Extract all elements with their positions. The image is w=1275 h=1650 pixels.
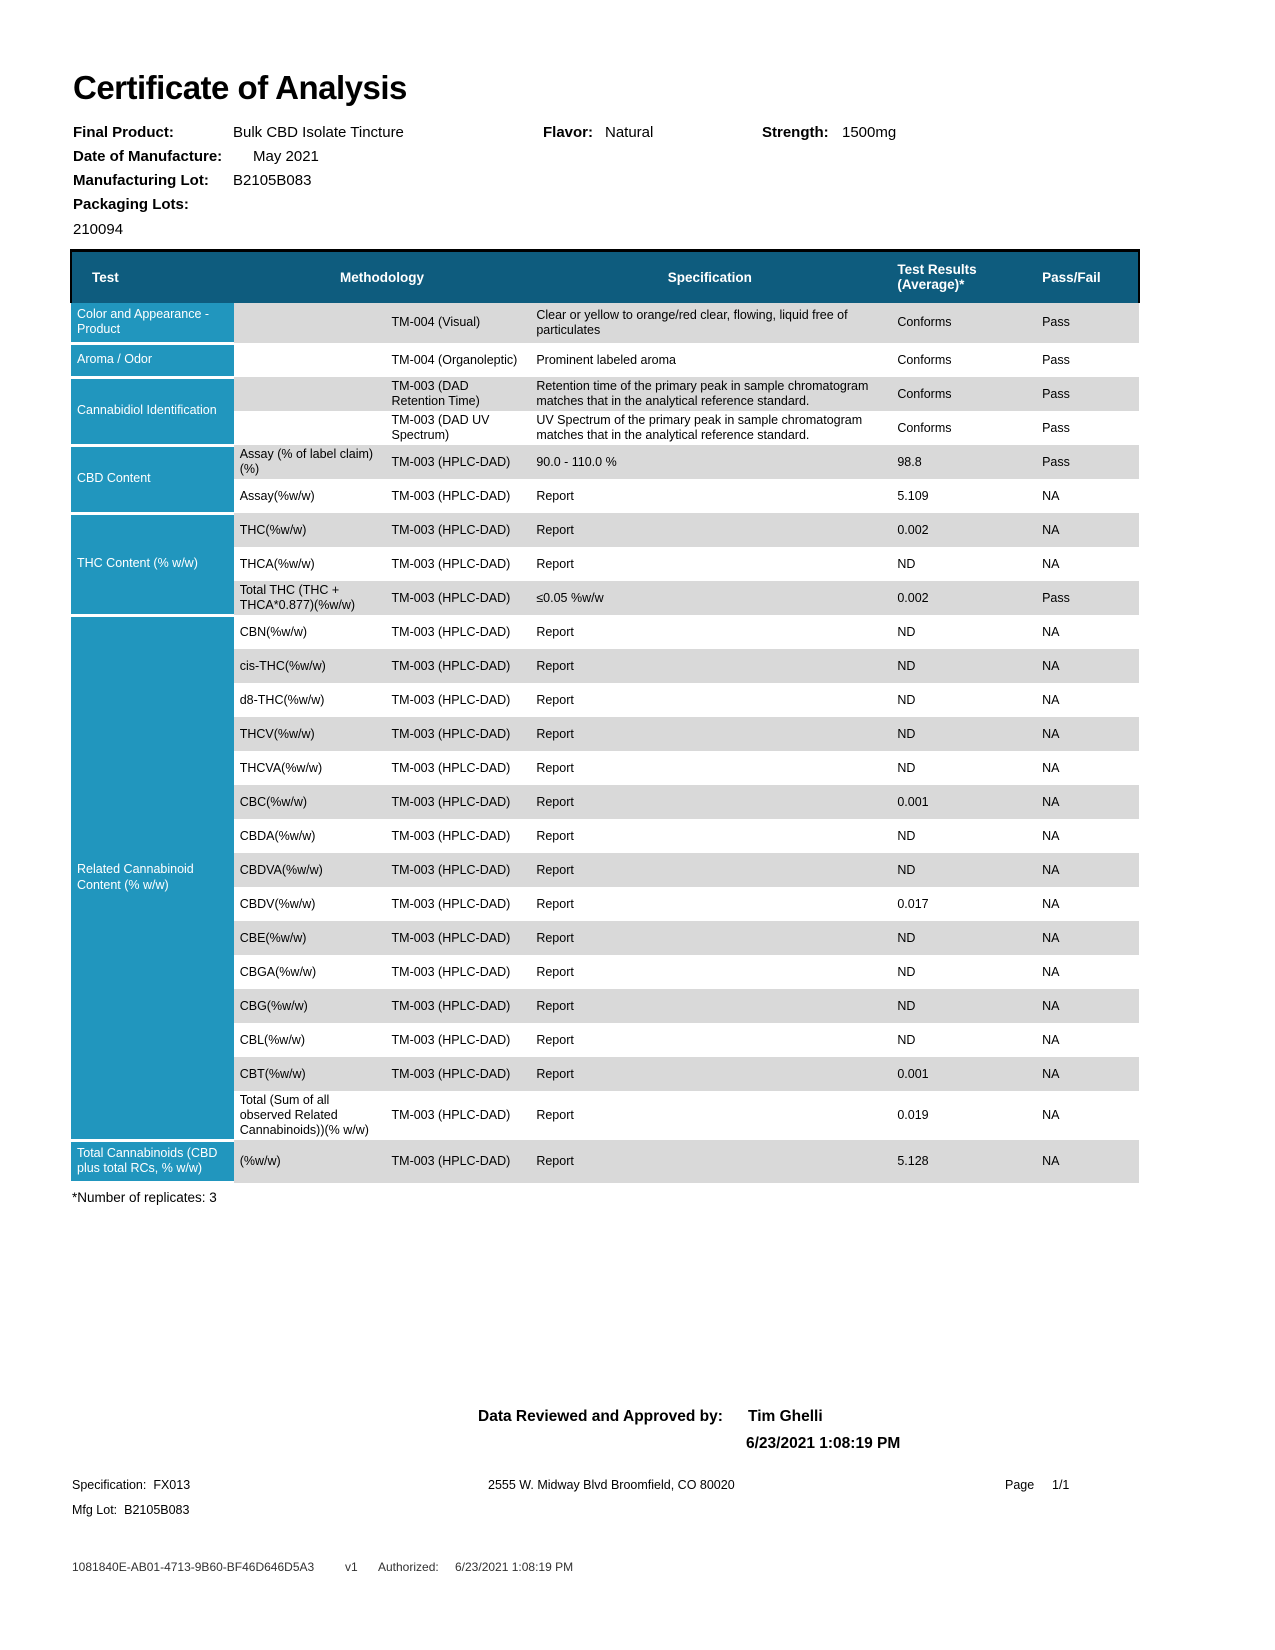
cell-pass: Pass <box>1034 343 1139 377</box>
cell-result: 5.109 <box>889 479 1034 513</box>
cell-result: ND <box>889 921 1034 955</box>
authorized-datetime: 6/23/2021 1:08:19 PM <box>455 1560 574 1574</box>
cell-spec: Report <box>530 649 889 683</box>
table-row <box>71 1140 1139 1182</box>
test-group-cell: Total Cannabinoids (CBD plus total RCs, % w/w) <box>71 1140 234 1182</box>
cell-spec: ≤0.05 %w/w <box>530 581 889 615</box>
cell-pass: Pass <box>1034 411 1139 445</box>
cell-pass: NA <box>1034 1023 1139 1057</box>
cell-result: ND <box>889 955 1034 989</box>
date-of-manufacture-label: Date of Manufacture: <box>73 148 223 165</box>
cell-param: CBG(%w/w) <box>234 989 386 1023</box>
cell-param: Total THC (THC + THCA*0.877)(%w/w) <box>234 581 386 615</box>
cell-result: ND <box>889 853 1034 887</box>
cell-pass: NA <box>1034 547 1139 581</box>
cell-method: TM-003 (HPLC-DAD) <box>386 547 531 581</box>
cell-result: 0.002 <box>889 581 1034 615</box>
header-passfail: Pass/Fail <box>1034 251 1139 303</box>
cell-result: Conforms <box>889 343 1034 377</box>
cell-pass: Pass <box>1034 377 1139 411</box>
cell-result: 0.017 <box>889 887 1034 921</box>
cell-result: Conforms <box>889 303 1034 344</box>
cell-result: 98.8 <box>889 445 1034 479</box>
header-test: Test <box>71 251 234 303</box>
authorized-label: Authorized: <box>378 1560 439 1574</box>
document-id: 1081840E-AB01-4713-9B60-BF46D646D5A3 <box>72 1560 315 1574</box>
cell-result: Conforms <box>889 377 1034 411</box>
cell-method: TM-003 (HPLC-DAD) <box>386 785 531 819</box>
cell-param: Total (Sum of all observed Related Cannabinoids))(% w/w) <box>234 1091 386 1140</box>
table-row <box>71 303 1139 344</box>
cell-param: (%w/w) <box>234 1140 386 1182</box>
cell-pass: NA <box>1034 1091 1139 1140</box>
page-title: Certificate of Analysis <box>73 69 407 106</box>
meta-line-product <box>73 121 1275 145</box>
cell-spec: Report <box>530 887 889 921</box>
cell-result: 0.019 <box>889 1091 1034 1140</box>
cell-result: 0.002 <box>889 513 1034 547</box>
footer-address: 2555 W. Midway Blvd Broomfield, CO 80020 <box>488 1478 735 1492</box>
cell-param: CBT(%w/w) <box>234 1057 386 1091</box>
cell-spec: Report <box>530 717 889 751</box>
cell-param: CBC(%w/w) <box>234 785 386 819</box>
cell-result: ND <box>889 989 1034 1023</box>
cell-pass: NA <box>1034 955 1139 989</box>
footer-mfg-lot-value: B2105B083 <box>124 1503 190 1517</box>
cell-param <box>234 303 386 344</box>
cell-method: TM-003 (HPLC-DAD) <box>386 479 531 513</box>
cell-param: d8-THC(%w/w) <box>234 683 386 717</box>
cell-spec: Report <box>530 1091 889 1140</box>
approval-datetime: 6/23/2021 1:08:19 PM <box>746 1435 901 1452</box>
cell-method: TM-004 (Visual) <box>386 303 531 344</box>
results-table-header <box>71 251 1139 303</box>
cell-pass: NA <box>1034 683 1139 717</box>
replicates-footnote: *Number of replicates: 3 <box>72 1190 217 1205</box>
cell-result: 5.128 <box>889 1140 1034 1182</box>
packaging-lots-label: Packaging Lots: <box>73 196 189 213</box>
cell-spec: Report <box>530 751 889 785</box>
cell-param <box>234 343 386 377</box>
cell-param: CBGA(%w/w) <box>234 955 386 989</box>
cell-spec: 90.0 - 110.0 % <box>530 445 889 479</box>
cell-spec: Report <box>530 1023 889 1057</box>
cell-spec: Report <box>530 819 889 853</box>
cell-spec: Report <box>530 615 889 649</box>
header-row <box>71 251 1139 303</box>
test-group-cell: Aroma / Odor <box>71 343 234 377</box>
cell-result: ND <box>889 547 1034 581</box>
results-table-body <box>71 303 1139 1183</box>
cell-method: TM-003 (HPLC-DAD) <box>386 751 531 785</box>
cell-pass: NA <box>1034 819 1139 853</box>
flavor-value: Natural <box>605 124 654 141</box>
cell-pass: NA <box>1034 615 1139 649</box>
cell-result: Conforms <box>889 411 1034 445</box>
cell-spec: Report <box>530 479 889 513</box>
final-product-value: Bulk CBD Isolate Tincture <box>233 124 404 141</box>
cell-pass: NA <box>1034 649 1139 683</box>
cell-spec: Report <box>530 547 889 581</box>
footer-specification-value: FX013 <box>153 1478 191 1492</box>
cell-method: TM-003 (HPLC-DAD) <box>386 1023 531 1057</box>
manufacturing-lot-label: Manufacturing Lot: <box>73 172 209 189</box>
cell-pass: NA <box>1034 1140 1139 1182</box>
footer-specification <box>72 1478 190 1492</box>
cell-param: CBDA(%w/w) <box>234 819 386 853</box>
cell-param <box>234 377 386 411</box>
cell-spec: Prominent labeled aroma <box>530 343 889 377</box>
cell-method: TM-003 (HPLC-DAD) <box>386 989 531 1023</box>
cell-method: TM-003 (HPLC-DAD) <box>386 1057 531 1091</box>
footer-page-label: Page <box>1005 1478 1035 1492</box>
strength-label: Strength: <box>762 124 829 141</box>
cell-param: THCA(%w/w) <box>234 547 386 581</box>
table-row <box>71 377 1139 411</box>
meta-line-lot <box>73 169 1275 193</box>
flavor-label: Flavor: <box>543 124 594 141</box>
cell-spec: Report <box>530 683 889 717</box>
cell-method: TM-003 (DAD Retention Time) <box>386 377 531 411</box>
cell-result: ND <box>889 683 1034 717</box>
cell-method: TM-003 (HPLC-DAD) <box>386 581 531 615</box>
cell-param: cis-THC(%w/w) <box>234 649 386 683</box>
cell-param <box>234 411 386 445</box>
cell-result: 0.001 <box>889 785 1034 819</box>
test-group-cell: Cannabidiol Identification <box>71 377 234 445</box>
cell-method: TM-003 (HPLC-DAD) <box>386 649 531 683</box>
cell-spec: Report <box>530 785 889 819</box>
final-product-label: Final Product: <box>73 124 174 141</box>
cell-result: ND <box>889 615 1034 649</box>
cell-method: TM-003 (HPLC-DAD) <box>386 615 531 649</box>
cell-method: TM-003 (HPLC-DAD) <box>386 1091 531 1140</box>
cell-param: CBN(%w/w) <box>234 615 386 649</box>
cell-method: TM-004 (Organoleptic) <box>386 343 531 377</box>
header-results: Test Results (Average)* <box>889 251 1034 303</box>
header-methodology: Methodology <box>234 251 531 303</box>
cell-pass: NA <box>1034 751 1139 785</box>
cell-pass: NA <box>1034 887 1139 921</box>
cell-param: CBDVA(%w/w) <box>234 853 386 887</box>
cell-method: TM-003 (HPLC-DAD) <box>386 819 531 853</box>
cell-result: ND <box>889 1023 1034 1057</box>
table-row <box>71 513 1139 547</box>
cell-param: THCV(%w/w) <box>234 717 386 751</box>
cell-param: THCVA(%w/w) <box>234 751 386 785</box>
cell-method: TM-003 (DAD UV Spectrum) <box>386 411 531 445</box>
results-table <box>70 249 1140 1184</box>
footer-page-value: 1/1 <box>1052 1478 1070 1492</box>
cell-spec: UV Spectrum of the primary peak in sample chromatogram matches that in the analytical reference standard. <box>530 411 889 445</box>
test-group-cell: Color and Appearance - Product <box>71 303 234 344</box>
cell-param: Assay (% of label claim)(%) <box>234 445 386 479</box>
cell-spec: Report <box>530 955 889 989</box>
cell-param: THC(%w/w) <box>234 513 386 547</box>
cell-pass: NA <box>1034 785 1139 819</box>
cell-param: CBDV(%w/w) <box>234 887 386 921</box>
cell-pass: NA <box>1034 989 1139 1023</box>
cell-spec: Report <box>530 921 889 955</box>
cell-param: CBE(%w/w) <box>234 921 386 955</box>
test-group-cell: Related Cannabinoid Content (% w/w) <box>71 615 234 1140</box>
cell-spec: Report <box>530 853 889 887</box>
cell-result: ND <box>889 649 1034 683</box>
test-group-cell: CBD Content <box>71 445 234 513</box>
cell-pass: Pass <box>1034 303 1139 344</box>
cell-spec: Report <box>530 513 889 547</box>
cell-result: 0.001 <box>889 1057 1034 1091</box>
cell-method: TM-003 (HPLC-DAD) <box>386 921 531 955</box>
cell-spec: Retention time of the primary peak in sample chromatogram matches that in the analytical reference standard. <box>530 377 889 411</box>
cell-method: TM-003 (HPLC-DAD) <box>386 1140 531 1182</box>
test-group-cell: THC Content (% w/w) <box>71 513 234 615</box>
cell-result: ND <box>889 819 1034 853</box>
meta-line-date <box>73 145 1275 169</box>
strength-value: 1500mg <box>842 124 897 141</box>
cell-pass: NA <box>1034 853 1139 887</box>
cell-pass: Pass <box>1034 581 1139 615</box>
cell-method: TM-003 (HPLC-DAD) <box>386 955 531 989</box>
footer-specification-label: Specification: <box>72 1478 147 1492</box>
cell-method: TM-003 (HPLC-DAD) <box>386 853 531 887</box>
table-row <box>71 343 1139 377</box>
cell-method: TM-003 (HPLC-DAD) <box>386 513 531 547</box>
manufacturing-lot-value: B2105B083 <box>233 172 312 189</box>
approver-name: Tim Ghelli <box>748 1408 823 1425</box>
date-of-manufacture-value: May 2021 <box>253 148 319 165</box>
cell-method: TM-003 (HPLC-DAD) <box>386 683 531 717</box>
cell-param: CBL(%w/w) <box>234 1023 386 1057</box>
cell-method: TM-003 (HPLC-DAD) <box>386 445 531 479</box>
table-row <box>71 445 1139 479</box>
cell-pass: Pass <box>1034 445 1139 479</box>
footer-mfg-lot-label: Mfg Lot: <box>72 1503 118 1517</box>
footer-mfg-lot <box>72 1503 189 1517</box>
cell-pass: NA <box>1034 717 1139 751</box>
cell-pass: NA <box>1034 921 1139 955</box>
product-meta <box>73 121 1275 217</box>
cell-param: Assay(%w/w) <box>234 479 386 513</box>
document-version: v1 <box>345 1560 358 1574</box>
cell-pass: NA <box>1034 513 1139 547</box>
cell-method: TM-003 (HPLC-DAD) <box>386 717 531 751</box>
cell-spec: Report <box>530 989 889 1023</box>
cell-pass: NA <box>1034 479 1139 513</box>
cell-method: TM-003 (HPLC-DAD) <box>386 887 531 921</box>
meta-line-packaging <box>73 193 1275 217</box>
approval-label: Data Reviewed and Approved by: <box>478 1408 723 1425</box>
header-specification: Specification <box>530 251 889 303</box>
cell-spec: Report <box>530 1057 889 1091</box>
table-row <box>71 615 1139 649</box>
cell-result: ND <box>889 751 1034 785</box>
packaging-lots-value: 210094 <box>73 221 124 238</box>
cell-spec: Report <box>530 1140 889 1182</box>
cell-result: ND <box>889 717 1034 751</box>
cell-pass: NA <box>1034 1057 1139 1091</box>
cell-spec: Clear or yellow to orange/red clear, flowing, liquid free of particulates <box>530 303 889 344</box>
